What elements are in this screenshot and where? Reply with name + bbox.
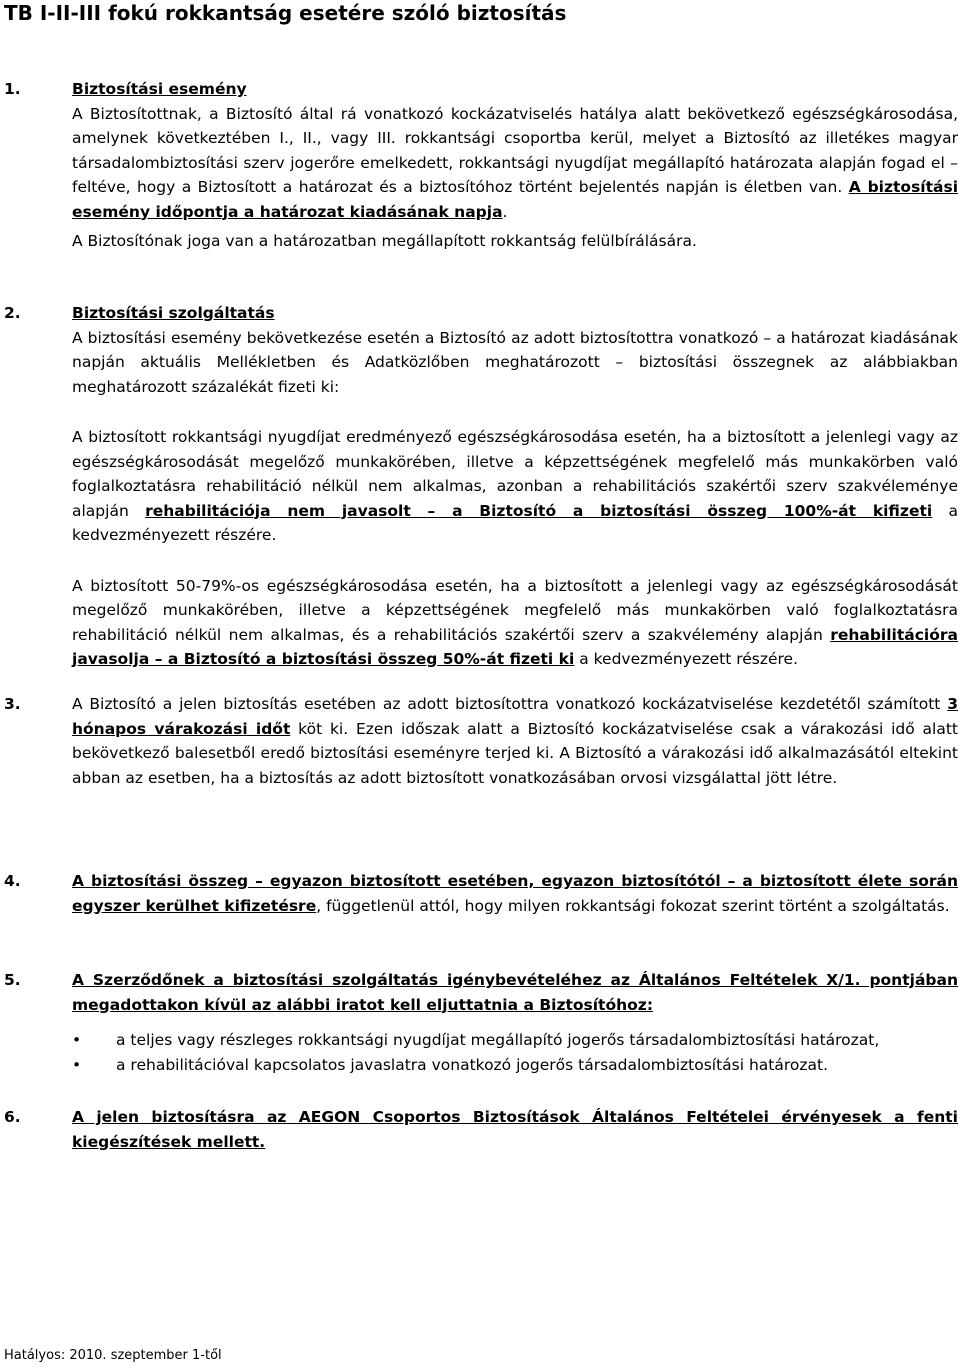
section-number: 5. [4, 971, 21, 989]
section-number: 6. [4, 1108, 21, 1126]
section-number: 4. [4, 872, 21, 890]
section-5 [0, 968, 958, 1078]
section-paragraph: A jelen biztosításra az AEGON Csoportos Biztosítások Általános Feltételei érvényesek a fenti kiegészítések mellett. [72, 1108, 958, 1151]
emphasis-text: A biztosítási esemény időpontja a határozat kiadásának napja [72, 178, 959, 221]
bullet-icon: • [72, 1031, 82, 1049]
section-paragraph: A Szerződőnek a biztosítási szolgáltatás igénybevételéhez az Általános Feltételek X/1. pontjában megadottakon kívül az alábbi iratot kell eljuttatnia a Biztosítóhoz: [72, 971, 958, 1014]
section-1 [0, 77, 958, 254]
emphasis-text: 3 hónapos várakozási időt [72, 695, 958, 738]
section-number: 3. [4, 695, 21, 713]
section-paragraph: A biztosított 50-79%-os egészségkárosodása esetén, ha a biztosított a jelenlegi vagy az egészségkárosodását megelőző munkakörében, illetve a képzettségének megfelelő más munkakörben való foglalkoztatásra rehabilitáció nélkül nem alkalmas, és a rehabilitációs szakértői szerv a szakvélemény alapján rehabilitációra javasolja – a Biztosító a biztosítási összeg 50%-át fizeti ki a kedvezményezett részére. [72, 576, 958, 668]
section-6 [0, 1105, 958, 1154]
section-paragraph: A Biztosítottnak, a Biztosító által rá vonatkozó kockázatviselés hatálya alatt bekövetkező egészségkárosodása, amelynek következtében I., II., vagy III. rokkantsági csoportba kerül, melyet a Biztosító az illetékes magyar társadalombiztosítási szerv jogerőre emelkedett, rokkantsági nyugdíjat megállapító határozata alapján fogad el – feltéve, hogy a Biztosított a határozat és a biztosítóhoz történt bejelentés napján is életben van. A biztosítási esemény időpontja a határozat kiadásának napja. [72, 104, 959, 221]
section-paragraph: A biztosítási összeg – egyazon biztosított esetében, egyazon biztosítótól – a biztosított élete során egyszer kerülhet kifizetésre, függetlenül attól, hogy milyen rokkantsági fokozat szerint történt a szolgáltatás. [72, 872, 958, 915]
section-paragraph: A Biztosító a jelen biztosítás esetében az adott biztosítottra vonatkozó kockázatviselése kezdetétől számított 3 hónapos várakozási időt köt ki. Ezen időszak alatt a Biztosító kockázatviselése csak a várakozási idő alatt bekövetkező balesetből eredő biztosítási eseményre terjed ki. A Biztosító a várakozási idő alkalmazásától eltekint abban az esetben, ha a biztosítás az adott biztosított vonatkozásában orvosi vizsgálattal jött létre. [72, 695, 958, 787]
emphasis-text: A biztosítási összeg – egyazon biztosított esetében, egyazon biztosítótól – a biztosított élete során egyszer kerülhet kifizetésre [72, 872, 958, 915]
document-list [72, 1028, 958, 1078]
list-item: • a rehabilitációval kapcsolatos javaslatra vonatkozó jogerős társadalombiztosítási határozat. [72, 1053, 958, 1078]
emphasis-text: rehabilitációra javasolja – a Biztosító a biztosítási összeg 50%-át fizeti ki [72, 625, 958, 668]
bullet-icon: • [72, 1056, 82, 1074]
section-2 [0, 301, 958, 672]
document-title: TB I-II-III fokú rokkantság esetére szóló biztosítás [4, 1, 567, 25]
section-number: 1. [4, 80, 21, 98]
section-heading: Biztosítási esemény [72, 80, 247, 98]
section-paragraph: A biztosítási esemény bekövetkezése esetén a Biztosító az adott biztosítottra vonatkozó – a határozat kiadásának napján aktuális Mellékletben és Adatközlőben meghatározott – biztosítási összegnek az alábbiakban meghatározott százalékát fizeti ki: [72, 328, 958, 396]
section-number: 2. [4, 304, 21, 322]
section-4 [0, 869, 958, 918]
section-3 [0, 692, 958, 790]
effective-date-footer: Hatályos: 2010. szeptember 1-től [4, 1348, 222, 1363]
section-heading: Biztosítási szolgáltatás [72, 304, 275, 322]
list-item: • a teljes vagy részleges rokkantsági nyugdíjat megállapító jogerős társadalombiztosítási határozat, [72, 1028, 958, 1053]
emphasis-text: rehabilitációja nem javasolt – a Biztosító a biztosítási összeg 100%-át kifizeti [145, 501, 933, 520]
section-paragraph: A biztosított rokkantsági nyugdíjat eredményező egészségkárosodása esetén, ha a biztosított a jelenlegi vagy az egészségkárosodását megelőző munkakörében, illetve a képzettségének megfelelő más munkakörben való foglalkoztatásra rehabilitáció nélkül nem alkalmas, azonban a rehabilitációs szakértői szerv szakvéleménye alapján rehabilitációja nem javasolt – a Biztosító a biztosítási összeg 100%-át kifizeti a kedvezményezett részére. [72, 428, 958, 544]
section-paragraph: A Biztosítónak joga van a határozatban megállapított rokkantság felülbírálására. [72, 232, 697, 250]
